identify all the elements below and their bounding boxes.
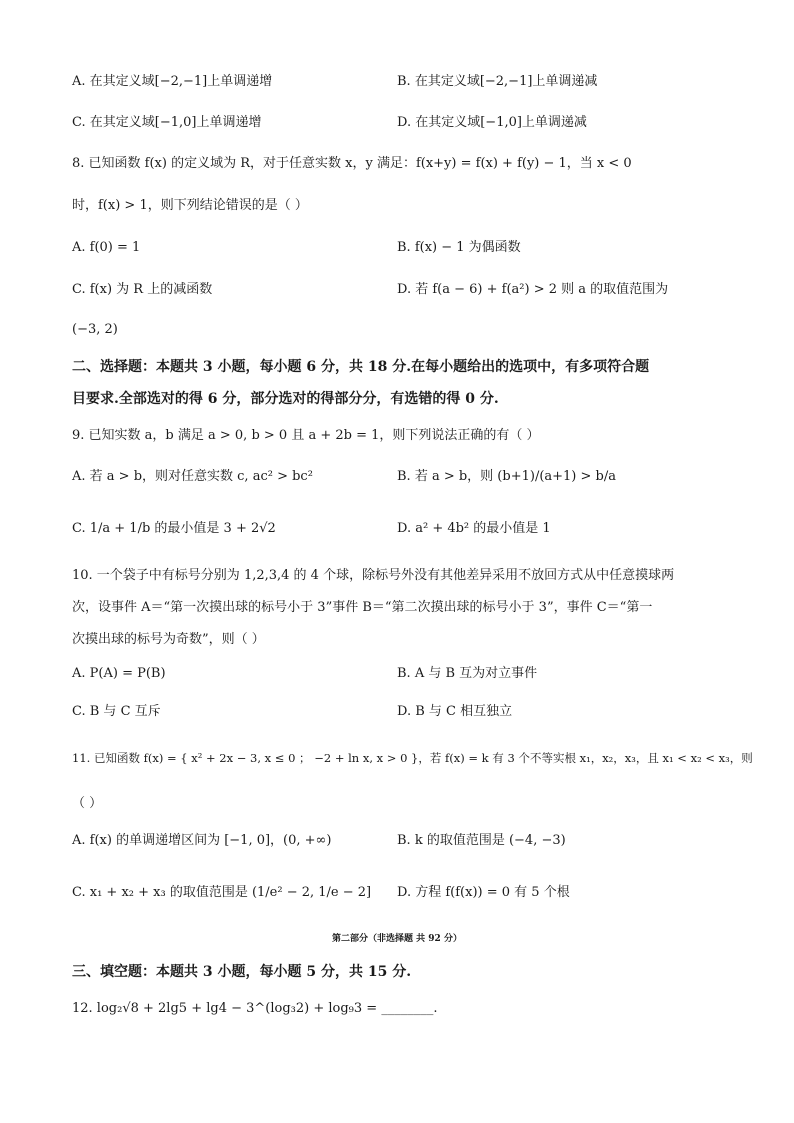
q10-option-d: D. B 与 C 相互独立: [397, 704, 513, 719]
q11-option-d: D. 方程 f(f(x)) = 0 有 5 个根: [397, 885, 570, 900]
q8-option-d: D. 若 f(a − 6) + f(a²) > 2 则 a 的取值范围为: [397, 282, 669, 297]
q9-stem: 9. 已知实数 a，b 满足 a > 0, b > 0 且 a + 2b = 1，则下列说法正确的有（ ）: [72, 428, 540, 443]
q7-option-d: D. 在其定义域[−1,0]上单调递减: [397, 115, 587, 130]
q7-option-a: A. 在其定义域[−2,−1]上单调递增: [72, 74, 273, 89]
q8-option-c: C. f(x) 为 R 上的减函数: [72, 282, 213, 297]
q9-option-a: A. 若 a > b，则对任意实数 c, ac² > bc²: [72, 469, 313, 484]
section2-heading-line1: 二、选择题：本题共 3 小题，每小题 6 分，共 18 分.在每小题给出的选项中，有多项符合题: [72, 359, 650, 375]
q7-option-b: B. 在其定义域[−2,−1]上单调递减: [397, 74, 598, 89]
q9-option-d: D. a² + 4b² 的最小值是 1: [397, 521, 551, 536]
q10-stem-line2: 次，设事件 A＝“第一次摸出球的标号小于 3”事件 B＝“第二次摸出球的标号小于 3”，事件 C＝“第一: [72, 600, 653, 615]
q10-option-b: B. A 与 B 互为对立事件: [397, 666, 538, 681]
q8-stem-line2: 时，f(x) > 1，则下列结论错误的是（ ）: [72, 198, 308, 213]
q11-option-b: B. k 的取值范围是 (−4, −3): [397, 833, 566, 848]
q11-option-a: A. f(x) 的单调递增区间为 [−1, 0]，(0, +∞): [72, 833, 332, 848]
q10-option-c: C. B 与 C 互斥: [72, 704, 161, 719]
section3-heading: 三、填空题：本题共 3 小题，每小题 5 分，共 15 分.: [72, 964, 412, 980]
q8-option-a: A. f(0) = 1: [72, 240, 141, 255]
q12-stem: 12. log₂√8 + 2lg5 + lg4 − 3^(log₃2) + log₉3 = ________.: [72, 1001, 438, 1016]
q10-stem-line1: 10. 一个袋子中有标号分别为 1,2,3,4 的 4 个球，除标号外没有其他差异采用不放回方式从中任意摸球两: [72, 568, 675, 583]
q8-option-d-continued: (−3, 2): [72, 322, 118, 337]
section2-heading-line2: 目要求.全部选对的得 6 分，部分选对的得部分分，有选错的得 0 分.: [72, 391, 499, 407]
q8-stem-line1: 8. 已知函数 f(x) 的定义域为 R，对于任意实数 x，y 满足：f(x+y) = f(x) + f(y) − 1，当 x < 0: [72, 156, 632, 171]
part2-title: 第二部分（非选择题 共 92 分）: [332, 934, 462, 944]
q9-option-b: B. 若 a > b，则 (b+1)/(a+1) > b/a: [397, 469, 616, 484]
q11-option-c: C. x₁ + x₂ + x₃ 的取值范围是 (1/e² − 2, 1/e − 2]: [72, 885, 372, 900]
q9-option-c: C. 1/a + 1/b 的最小值是 3 + 2√2: [72, 521, 276, 536]
q7-option-c: C. 在其定义域[−1,0]上单调递增: [72, 115, 262, 130]
q11-stem-line1: 11. 已知函数 f(x) = { x² + 2x − 3, x ≤ 0 ； −2 + ln x, x > 0 }，若 f(x) = k 有 3 个不等实根 x₁，x₂，x₃，且 x₁ < x₂ < x₃，则: [72, 751, 753, 765]
q10-option-a: A. P(A) = P(B): [72, 666, 166, 681]
q8-option-b: B. f(x) − 1 为偶函数: [397, 240, 521, 255]
q11-stem-line2: （ ）: [72, 796, 103, 811]
q10-stem-line3: 次摸出球的标号为奇数”，则（ ）: [72, 632, 265, 647]
